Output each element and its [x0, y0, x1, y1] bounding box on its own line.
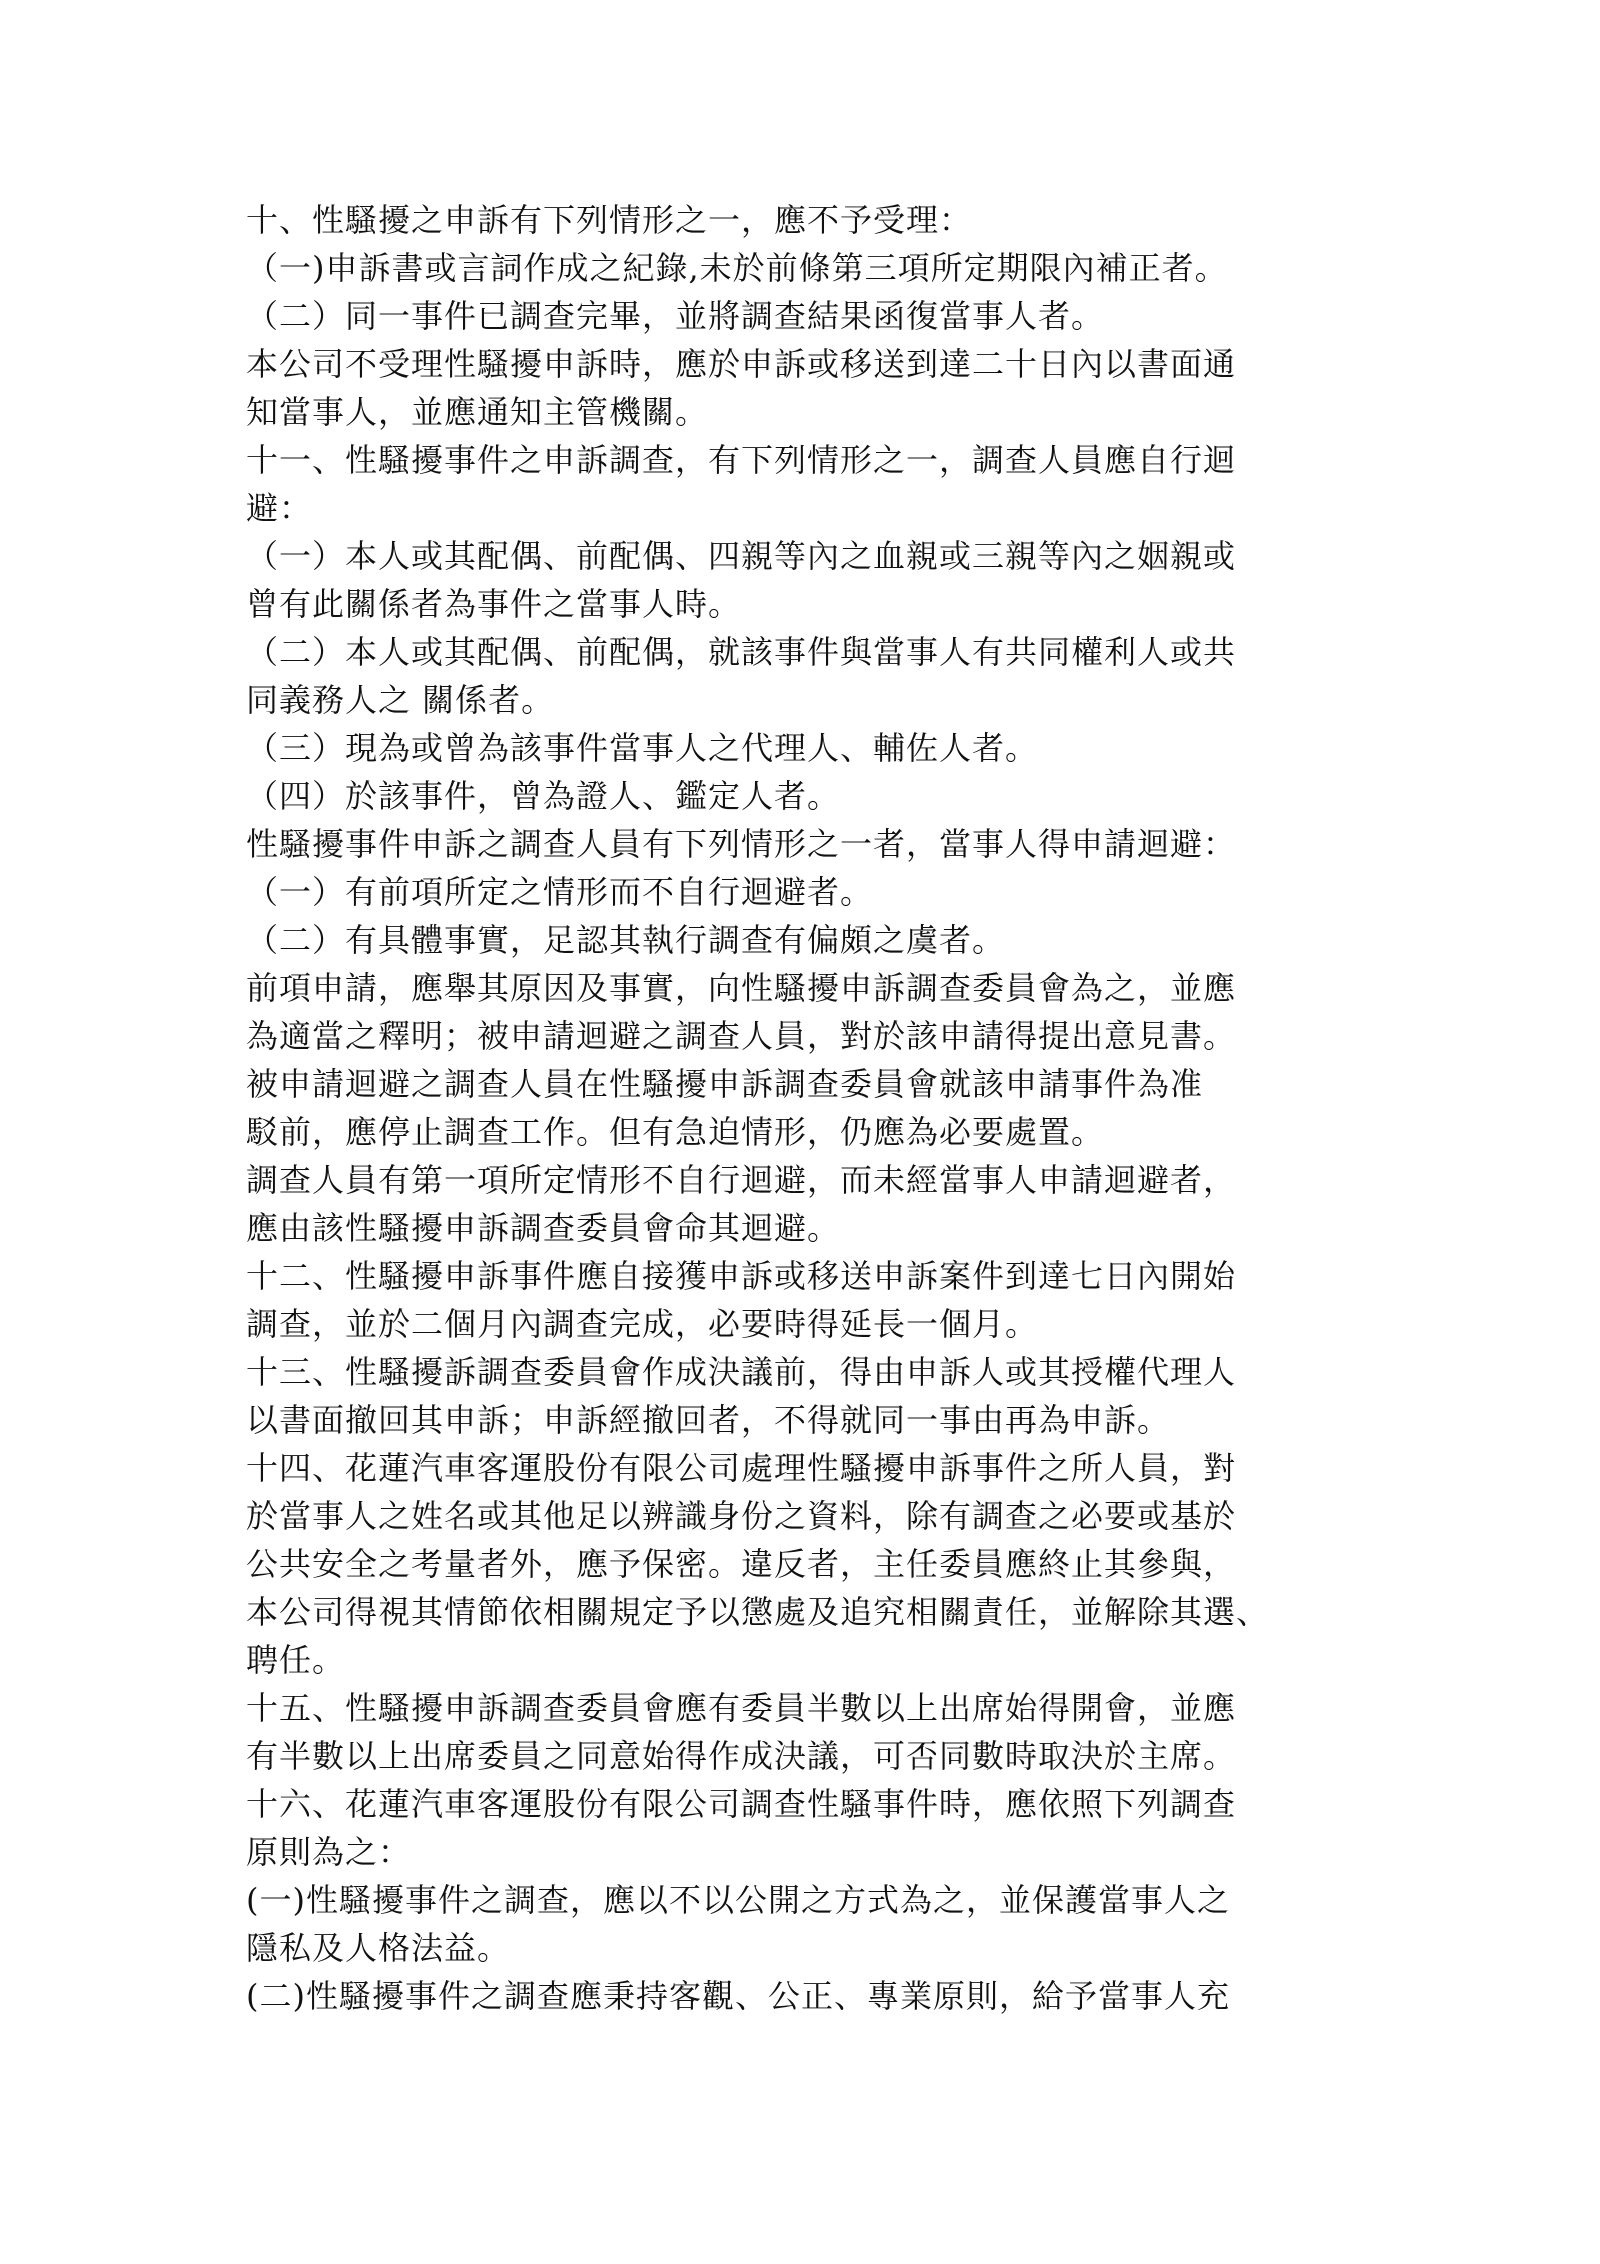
text-line: 前項申請，應舉其原因及事實，向性騷擾申訴調查委員會為之，並應 — [246, 969, 1237, 1007]
text-line: 性騷擾事件申訴之調查人員有下列情形之一者，當事人得申請迴避： — [246, 825, 1237, 863]
text-line: 十五、性騷擾申訴調查委員會應有委員半數以上出席始得開會，並應 — [246, 1689, 1237, 1727]
text-line: 十六、花蓮汽車客運股份有限公司調查性騷事件時，應依照下列調查 — [246, 1785, 1237, 1823]
text-line: 被申請迴避之調查人員在性騷擾申訴調查委員會就該申請事件為准 — [246, 1065, 1204, 1103]
text-line: （四）於該事件，曾為證人、鑑定人者。 — [246, 777, 841, 815]
text-line: 於當事人之姓名或其他足以辨識身份之資料，除有調查之必要或基於 — [246, 1497, 1237, 1535]
text-line: （三）現為或曾為該事件當事人之代理人、輔佐人者。 — [246, 729, 1039, 767]
text-line: 十四、花蓮汽車客運股份有限公司處理性騷擾申訴事件之所人員，對 — [246, 1449, 1237, 1487]
text-line: 應由該性騷擾申訴調查委員會命其迴避。 — [246, 1209, 841, 1247]
text-line: 以書面撤回其申訴；申訴經撤回者，不得就同一事由再為申訴。 — [246, 1401, 1171, 1439]
text-line: 知當事人，並應通知主管機關。 — [246, 393, 709, 431]
text-line: 公共安全之考量者外，應予保密。違反者，主任委員應終止其參與， — [246, 1545, 1237, 1583]
text-line: 駁前，應停止調查工作。但有急迫情形，仍應為必要處置。 — [246, 1113, 1105, 1151]
text-line: 有半數以上出席委員之同意始得作成決議，可否同數時取決於主席。 — [246, 1737, 1237, 1775]
text-line: 調查人員有第一項所定情形不自行迴避，而未經當事人申請迴避者， — [246, 1161, 1237, 1199]
text-line: （一)申訴書或言詞作成之紀錄,未於前條第三項所定期限內補正者。 — [246, 249, 1228, 287]
text-line: 同義務人之 關係者。 — [246, 681, 555, 719]
text-line: 十三、性騷擾訴調查委員會作成決議前，得由申訴人或其授權代理人 — [246, 1353, 1237, 1391]
text-line: 曾有此關係者為事件之當事人時。 — [246, 585, 742, 623]
text-line: 隱私及人格法益。 — [246, 1929, 511, 1967]
text-line: 調查，並於二個月內調查完成，必要時得延長一個月。 — [246, 1305, 1039, 1343]
text-line: (一)性騷擾事件之調查，應以不以公開之方式為之，並保護當事人之 — [246, 1881, 1230, 1919]
text-line: 為適當之釋明；被申請迴避之調查人員，對於該申請得提出意見書。 — [246, 1017, 1237, 1055]
text-line: 十二、性騷擾申訴事件應自接獲申訴或移送申訴案件到達七日內開始 — [246, 1257, 1237, 1295]
text-line: 本公司不受理性騷擾申訴時，應於申訴或移送到達二十日內以書面通 — [246, 345, 1237, 383]
text-line: 十、性騷擾之申訴有下列情形之一，應不予受理： — [246, 201, 973, 239]
text-line: 避： — [246, 489, 313, 527]
text-line: （二）有具體事實，足認其執行調查有偏頗之虞者。 — [246, 921, 1006, 959]
text-line: 本公司得視其情節依相關規定予以懲處及追究相關責任，並解除其選、 — [246, 1593, 1270, 1631]
document-body — [246, 196, 1406, 2020]
text-line: （二）同一事件已調查完畢，並將調查結果函復當事人者。 — [246, 297, 1105, 335]
text-line: 原則為之： — [246, 1833, 412, 1871]
text-line: (二)性騷擾事件之調查應秉持客觀、公正、專業原則，給予當事人充 — [246, 1977, 1230, 2015]
text-line: （一）本人或其配偶、前配偶、四親等內之血親或三親等內之姻親或 — [246, 537, 1237, 575]
text-line: 聘任。 — [246, 1641, 346, 1679]
text-line: （二）本人或其配偶、前配偶，就該事件與當事人有共同權利人或共 — [246, 633, 1237, 671]
text-line: 十一、性騷擾事件之申訴調查，有下列情形之一，調查人員應自行迴 — [246, 441, 1237, 479]
text-line: （一）有前項所定之情形而不自行迴避者。 — [246, 873, 874, 911]
